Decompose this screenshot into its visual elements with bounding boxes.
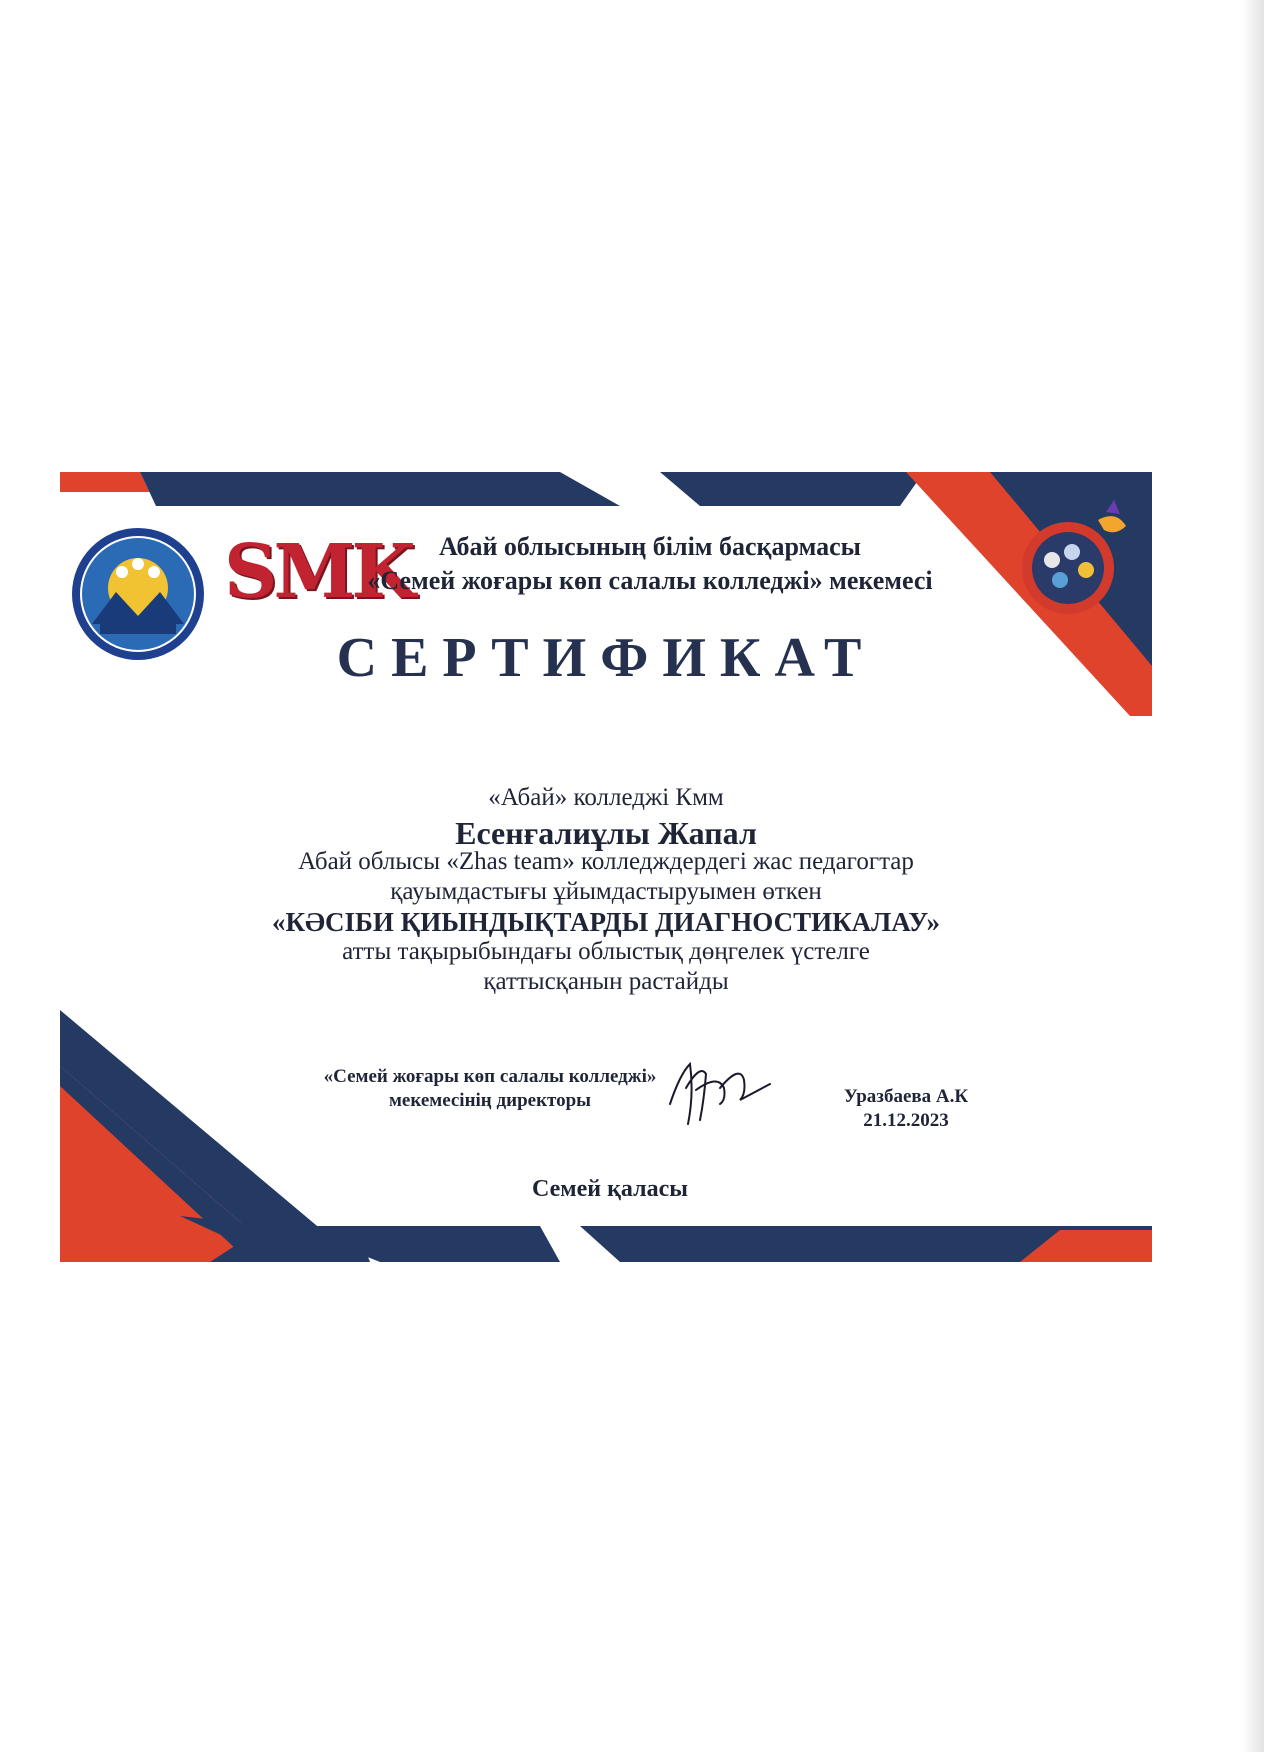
header-institution: «Семей жоғары көп салалы колледжі» мекемесі — [367, 566, 933, 595]
signatory-name: Уразбаева А.К — [843, 1086, 969, 1107]
page-edge-shadow — [1242, 0, 1264, 1752]
zhas-team-emblem-icon — [1006, 490, 1142, 626]
recipient-organization: «Абай» колледжі Кмм — [488, 784, 724, 811]
description-line-1: Абай облысы «Zhas team» колледждердегі жас педагогтар — [298, 848, 914, 875]
issue-date: 21.12.2023 — [863, 1110, 949, 1131]
description-line-4: қаттысқанын растайды — [483, 968, 729, 995]
signatory-title-line-2: мекемесінің директоры — [388, 1090, 591, 1111]
description-line-3: атты тақырыбындағы облыстық дөңгелек үстелге — [342, 938, 870, 965]
event-topic: «КӘСІБИ ҚИЫНДЫҚТАРДЫ ДИАГНОСТИКАЛАУ» — [271, 907, 941, 937]
header-authority: Абай облысының білім басқармасы — [439, 532, 861, 561]
stripe-top-right-navy — [660, 472, 924, 506]
description-line-2: қауымдастығы ұйымдастыруымен өткен — [390, 878, 822, 905]
smk-logo: SMK — [224, 529, 412, 615]
city-name: Семей қаласы — [532, 1176, 688, 1202]
certificate-title: СЕРТИФИКАТ — [336, 627, 876, 689]
recipient-name: Есенғалиұлы Жапал — [455, 815, 757, 851]
certificate — [60, 466, 1152, 1262]
signatory-title-line-1: «Семей жоғары көп салалы колледжі» — [323, 1066, 657, 1087]
handwritten-signature — [660, 1044, 780, 1134]
stripe-top-navy — [140, 472, 620, 506]
